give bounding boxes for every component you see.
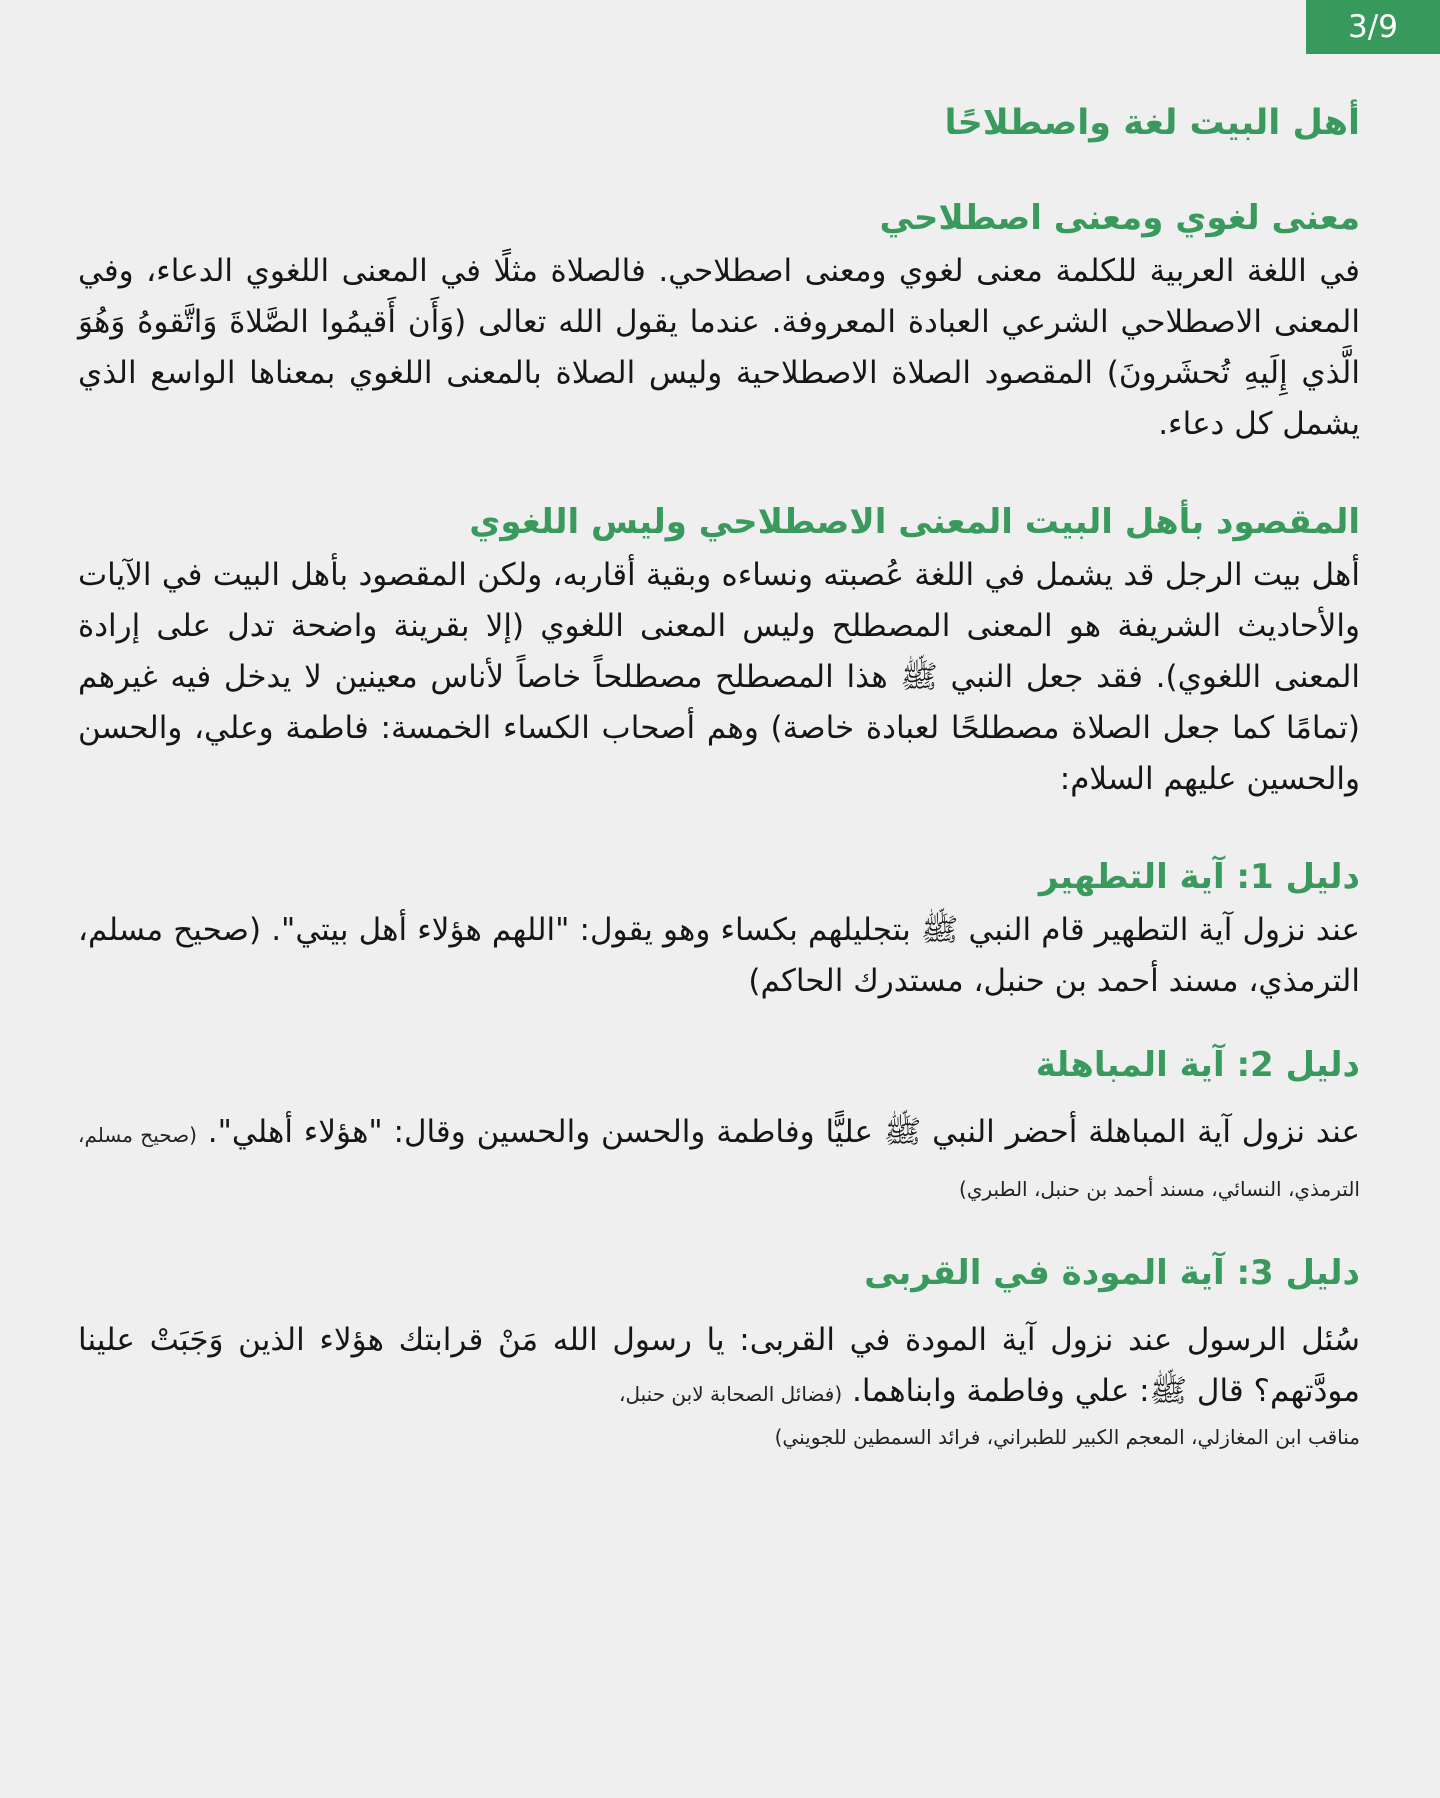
evidence-2-text: عند نزول آية المباهلة أحضر النبي ﷺ عليًّا وفاطمة والحسن والحسين وقال: "هؤلاء أهلي". <box>207 1114 1360 1150</box>
section-body-evidence-3 <box>78 1315 1360 1420</box>
page-indicator: 3/9 <box>1306 0 1440 54</box>
section-body-evidence-1: عند نزول آية التطهير قام النبي ﷺ بتجليلهم بكساء وهو يقول: "اللهم هؤلاء أهل بيتي". (صحيح مسلم، الترمذي، مسند أحمد بن حنبل، مستدرك الحاكم) <box>78 912 1360 999</box>
section-body-meaning: في اللغة العربية للكلمة معنى لغوي ومعنى اصطلاحي. فالصلاة مثلًا في المعنى اللغوي الدعاء، وفي المعنى الاصطلاحي الشرعي العبادة المعروفة. عندما يقول الله تعالى (وَأَن أَقيمُوا الصَّلاةَ وَاتَّقوهُ وَهُوَ الَّذي إِلَيهِ تُحشَرونَ) المقصود الصلاة الاصطلاحية وليس الصلاة بالمعنى اللغوي بمعناها الواسع الذي يشمل كل دعاء. <box>78 253 1360 442</box>
section-heading-evidence-1: دليل 1: آية التطهير <box>1038 857 1360 897</box>
section-heading-evidence-3: دليل 3: آية المودة في القربى <box>864 1253 1360 1293</box>
page-title: أهل البيت لغة واصطلاحًا <box>944 103 1360 143</box>
evidence-3-citation: (فضائل الصحابة لابن حنبل، <box>619 1382 843 1406</box>
document-content <box>78 88 1360 1454</box>
evidence-3-citation-continued: مناقب ابن المغازلي، المعجم الكبير للطبراني، فرائد السمطين للجويني) <box>774 1425 1360 1449</box>
evidence-3-text: سُئل الرسول عند نزول آية المودة في القربى: يا رسول الله مَنْ قرابتك هؤلاء الذين وَجَبَتْ علينا مودَّتهم؟ قال ﷺ: علي وفاطمة وابناهما. <box>78 1322 1360 1409</box>
section-heading-meaning: معنى لغوي ومعنى اصطلاحي <box>879 198 1360 238</box>
section-heading-evidence-2: دليل 2: آية المباهلة <box>1035 1045 1360 1085</box>
section-body-evidence-2 <box>78 1107 1360 1215</box>
section-heading-ahl-albayt: المقصود بأهل البيت المعنى الاصطلاحي وليس اللغوي <box>469 502 1360 542</box>
evidence-2-citation: (صحيح مسلم، الترمذي، النسائي، مسند أحمد بن حنبل، الطبري) <box>78 1123 1360 1201</box>
section-body-ahl-albayt: أهل بيت الرجل قد يشمل في اللغة عُصبته ونساءه وبقية أقاربه، ولكن المقصود بأهل البيت في الآيات والأحاديث الشريفة هو المعنى المصطلح وليس المعنى اللغوي (إلا بقرينة واضحة تدل على إرادة المعنى اللغوي). فقد جعل النبي ﷺ هذا المصطلح مصطلحاً خاصاً لأناس معينين لا يدخل فيه غيرهم (تمامًا كما جعل الصلاة مصطلحًا لعبادة خاصة) وهم أصحاب الكساء الخمسة: فاطمة وعلي، والحسن والحسين عليهم السلام: <box>78 557 1360 797</box>
